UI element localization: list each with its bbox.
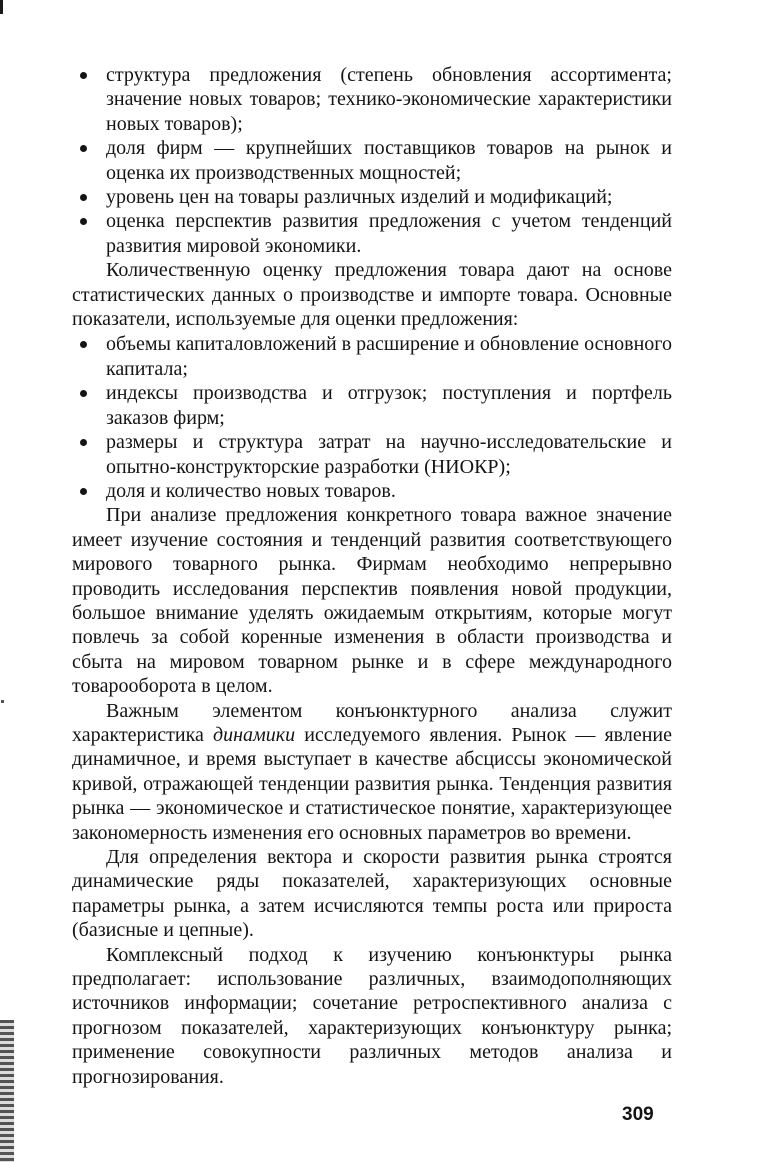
paragraph-dynamics-end: исследуемого явления. Рынок — явление динамичное, и время выступает в качестве абсциссы экономической кривой, отражающей тенденции развития рынка. Тенденция развития рынка — экономическое и статистическое понятие, характеризующее закономерность изменения его основных параметров во времени. [72,723,673,844]
list-item: уровень цен на товары различных изделий и модификаций; [72,185,672,209]
paragraph-product-analysis: При анализе предложения конкретного товара важное значение имеет изучение состояния и тенденций развития соответствующего мирового товарного рынка. Фирмам необходимо непрерывно проводить исследования перспектив появления новой продукции, большое внимание уделять ожидаемым открытиям, которые могут повлечь за собой коренные изменения в области производства и сбыта на мировом товарном рынке и в сфере международного товарооборота в целом. [72,504,672,698]
emphasis-dynamics: динамики [212,723,296,746]
list-item: доля и количество новых товаров. [72,479,672,503]
list-item: объемы капиталовложений в расширение и обновление основного капитала; [72,332,672,381]
scan-edge-bottom [0,1020,14,1162]
paragraph-vector-speed: Для определения вектора и скорости развития рынка строятся динамические ряды показателей, характеризующих основные параметры рынка, а затем исчисляются темпы роста или прироста (базисные и цепные). [72,846,672,942]
paragraph-dynamics [72,699,672,845]
bullet-list-indicators [72,332,672,503]
list-item: структура предложения (степень обновления ассортимента; значение новых товаров; технико-экономические характеристики новых товаров); [72,63,672,136]
paragraph-dynamics-start: Важным элементом конъюнктурного анализа служит характеристика [72,699,672,746]
paragraph-complex-approach: Комплексный подход к изучению конъюнктуры рынка предполагает: использование различных, взаимодополняющих источников информации; сочетание ретроспективного анализа с прогнозом показателей, характеризующих конъюнктуру рынка; применение совокупности различных методов анализа и прогнозирования. [72,943,672,1088]
scan-edge-top [0,0,3,14]
list-item: доля фирм — крупнейших поставщиков товаров на рынок и оценка их производственных мощностей; [72,136,672,185]
page-body [72,63,672,1089]
list-item: оценка перспектив развития предложения с учетом тенденций развития мировой экономики. [72,209,672,258]
scan-edge-tick [1,700,4,703]
page-number: 309 [622,1104,654,1125]
list-item: индексы производства и отгрузок; поступления и портфель заказов фирм; [72,381,672,430]
bullet-list-supply-structure [72,63,672,258]
paragraph-quantitative-assessment: Количественную оценку предложения товара дают на основе статистических данных о производстве и импорте товара. Основные показатели, используемые для оценки предложения: [72,259,672,331]
list-item: размеры и структура затрат на научно-исследовательские и опытно-конструкторские разработки (НИОКР); [72,430,672,479]
